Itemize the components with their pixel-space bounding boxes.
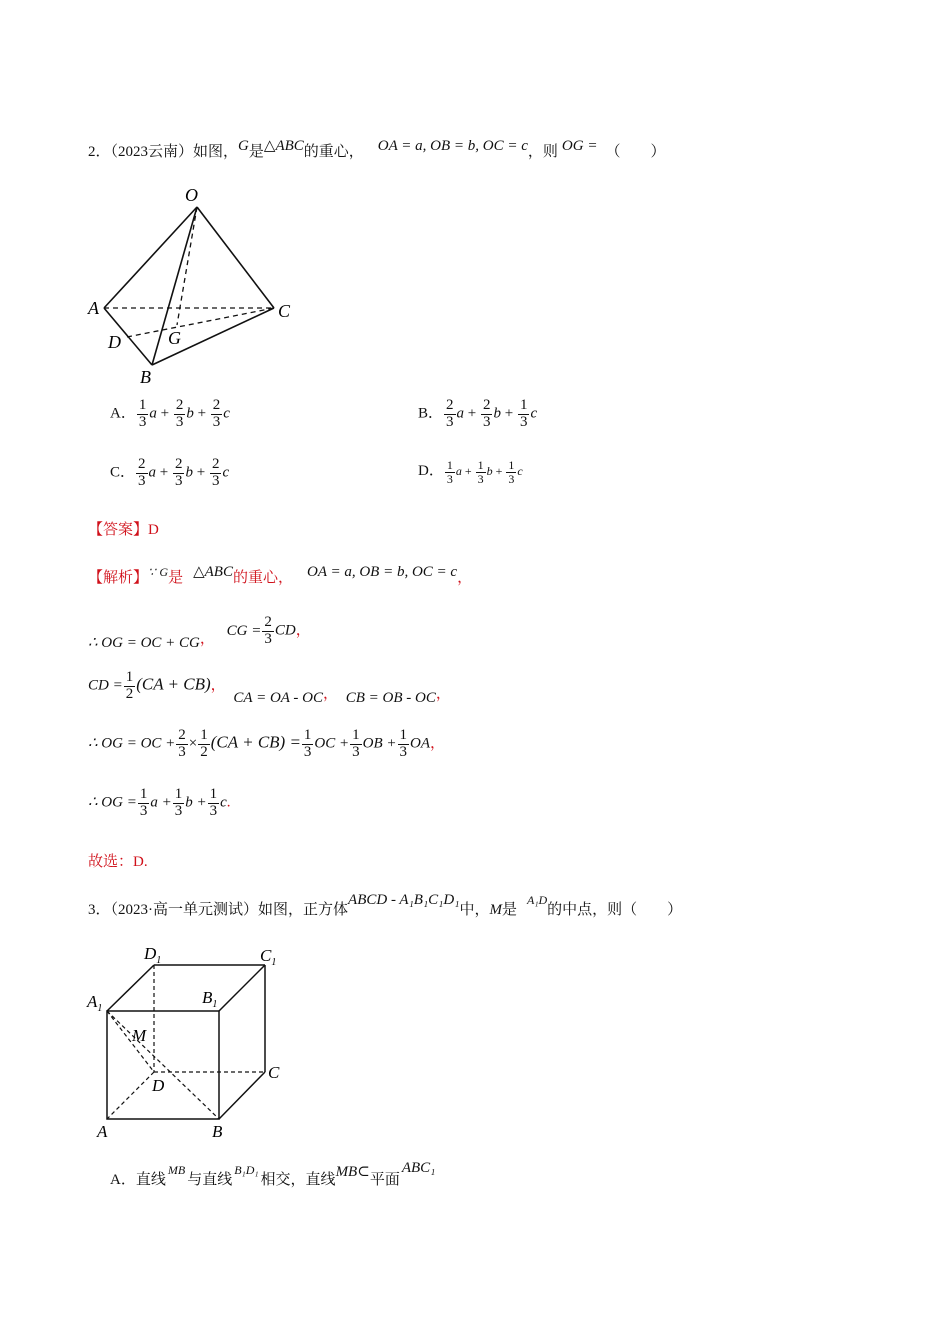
option-a[interactable]: A． $\frac{1}{3}$ a + $\frac{2}{3}$ b + $\frac{2}{3}$ c	[110, 397, 230, 430]
cube-label-b1: $B_1$	[202, 988, 218, 1010]
answer-value: D	[148, 522, 159, 538]
option-a-label: A．	[110, 405, 136, 422]
tetrahedron-figure	[82, 180, 312, 390]
q3-stem	[88, 892, 683, 919]
q2-text1: 如图，	[193, 144, 239, 160]
analysis-line4: ∴ OG = OC + $\frac{2}{3}$ × $\frac{1}{2}$ (CA + CB) = $\frac{1}{3}$ OC + $\frac{1}{3}$ OB + $\frac{1}{3}$ OA，	[88, 727, 446, 760]
q2-paren: （ ）	[605, 144, 666, 160]
cube-label-c: C	[268, 1063, 280, 1082]
analysis-line1: 【解析】∵ $^G$是 △ABC的重心， OA = a, OB = b, OC = c，	[88, 564, 473, 586]
q3-seg: A₁D	[526, 893, 548, 907]
cube-label-d1: $D_1$	[144, 944, 162, 966]
option-d[interactable]: D． $\frac{1}{3}$ a + $\frac{1}{3}$ b + $\frac{1}{3}$ c	[418, 458, 523, 486]
q3-text1: 如图，正方体	[258, 902, 349, 918]
cube-label-a: A	[97, 1122, 108, 1141]
answer-tag: 【答案】	[88, 522, 149, 538]
label-o: O	[185, 185, 198, 205]
q3-option-a[interactable]: A．直线$^{MB}$与直线$^{B_1D_1}$相交，直线MB⊂平面ABC₁	[110, 1160, 436, 1188]
option-d-label: D．	[418, 463, 444, 479]
q3-source: （2023·高一单元测试）	[110, 902, 259, 918]
q3-is: 是	[501, 902, 517, 918]
q2-text2: 的重心，	[303, 144, 364, 160]
cube-label-d: D	[152, 1076, 165, 1095]
cube-label-c1: $C_1$	[260, 946, 277, 968]
option-b-label: B．	[418, 405, 444, 422]
analysis-line2: ∴ OG = OC + CG， CG = $\frac{2}{3}$ CD，	[88, 614, 311, 651]
q2-given: OA = a, OB = b, OC = c	[377, 138, 528, 154]
q2-text3: ，则	[527, 144, 558, 160]
option-c-label: C．	[110, 464, 136, 481]
option-b[interactable]: B． $\frac{2}{3}$ a + $\frac{2}{3}$ b + $\frac{1}{3}$ c	[418, 397, 538, 430]
analysis-line3: CD = $\frac{1}{2}$ (CA + CB)， CA = OA - OC， CB = OB - OC，	[88, 669, 451, 706]
q3-number: 3．	[88, 902, 111, 918]
q2-is: 是	[248, 144, 264, 160]
label-g: G	[168, 328, 181, 348]
analysis-line5: ∴ OG = $\frac{1}{3}$ a + $\frac{1}{3}$ b + $\frac{1}{3}$ c.	[88, 786, 231, 819]
option-c[interactable]: C． $\frac{2}{3}$ a + $\frac{2}{3}$ b + $\frac{2}{3}$ c	[110, 456, 230, 489]
q3-cube: ABCD - A₁B₁C₁D₁	[348, 892, 460, 908]
cube-label-b: B	[212, 1122, 223, 1141]
q2-source: （2023云南）	[110, 144, 194, 160]
q2-number: 2．	[88, 144, 111, 160]
label-d: D	[108, 332, 121, 352]
label-c: C	[278, 301, 291, 321]
q2-stem	[88, 140, 665, 161]
q2-ask: OG =	[561, 138, 598, 154]
label-b: B	[140, 367, 151, 387]
conclusion: 故选：D.	[88, 854, 148, 870]
cube-figure	[82, 935, 302, 1145]
q3-m: M	[489, 902, 502, 918]
q3-text3: 的中点，则（ ）	[547, 902, 683, 918]
q3-option-a-label: A．	[110, 1172, 136, 1188]
q2-triangle: △ABC	[263, 138, 304, 154]
q3-text2: 中，	[459, 902, 490, 918]
cube-label-m: M	[132, 1026, 147, 1045]
cube-label-a1: $A_1$	[87, 992, 103, 1014]
label-a: A	[88, 298, 99, 318]
answer-line	[88, 518, 159, 539]
q2-g: G	[238, 138, 249, 154]
analysis-tag: 【解析】	[88, 570, 149, 586]
